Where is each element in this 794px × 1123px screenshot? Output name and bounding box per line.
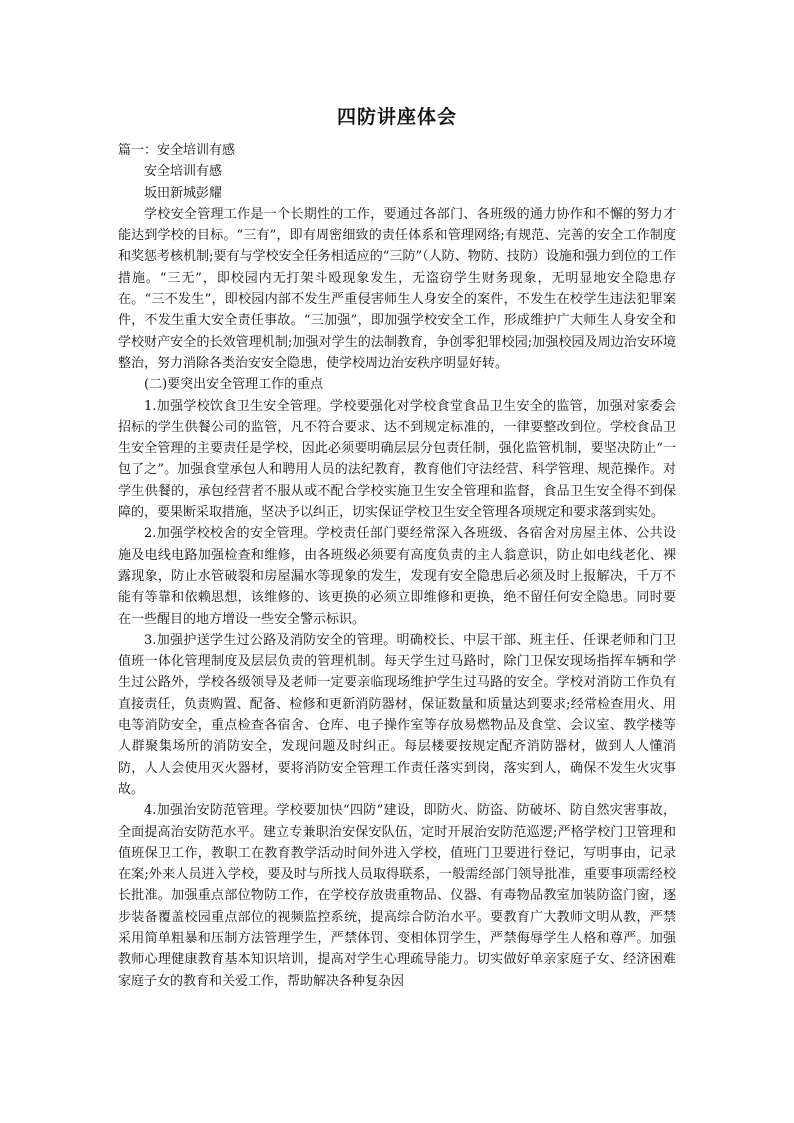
paragraph-traffic-fire-safety: 3.加强护送学生过公路及消防安全的管理。明确校长、中层干部、班主任、任课老师和门卫值班一体化管理制度及层层负责的管理机制。每天学生过马路时，除门卫保安现场指挥车辆和学生过公路外，学校各级领导及老师一定要亲临现场维护学生过马路的安全。学校对消防工作负有直接责任，负责购置、配备、检修和更新消防器材，保证数量和质量达到要求;经常检查用火、用电等消防安全，重点检查各宿舍、仓库、电子操作室等存放易燃物品及食堂、会议室、教学楼等人群聚集场所的消防安全，发现问题及时纠正。每层楼要按规定配齐消防器材，做到人人懂消防，人人会使用灭火器材，要将消防安全管理工作责任落实到岗，落实到人，确保不发生火灾事故。 <box>118 632 676 797</box>
paragraph-security-management: 4.加强治安防范管理。学校要加快“四防”建设，即防火、防盗、防破坏、防自然灾害事故，全面提高治安防范水平。建立专兼职治安保安队伍，定时开展治安防范巡逻;严格学校门卫管理和值班保卫工作，教职工在教育教学活动时间外进入学校，值班门卫要进行登记，写明事由，记录在案;外来人员进入学校，要及时与所找人员取得联系，一般需经部门领导批准，重要事项需经校长批准。加强重点部位物防工作，在学校存放贵重物品、仪器、有毒物品教室加装防盗门窗，逐步装备覆盖校园重点部位的视频监控系统，提高综合防治水平。要教育广大教师文明从教，严禁采用简单粗暴和压制方法管理学生，严禁体罚、变相体罚学生，严禁侮辱学生人格和尊严。加强教师心理健康教育基本知识培训，提高对学生心理疏导能力。切实做好单亲家庭子女、经济困难家庭子女的教育和关爱工作，帮助解决各种复杂因 <box>118 803 676 989</box>
paragraph-food-safety: 1.加强学校饮食卫生安全管理。学校要强化对学校食堂食品卫生安全的监管，加强对家委会招标的学生供餐公司的监管，凡不符合要求、达不到规定标准的，一律要整改到位。学校食品卫生安全管理的主要责任是学校，因此必须要明确层层分包责任制，强化监管机制，要坚决防止“一包了之”。加强食堂承包人和聘用人员的法纪教育，教育他们守法经营、科学管理、规范操作。对学生供餐的，承包经营者不服从或不配合学校实施卫生安全管理和监督，食品卫生安全得不到保障的，要果断采取措施，坚决予以纠正，切实保证学校卫生安全管理各项规定和要求落到实处。 <box>118 398 676 521</box>
paragraph-intro: 学校安全管理工作是一个长期性的工作，要通过各部门、各班级的通力协作和不懈的努力才能达到学校的目标。“三有”，即有周密细致的责任体系和管理网络;有规范、完善的安全工作制度和奖惩考核机制;要有与学校安全任务相适应的“三防”（人防、物防、技防）设施和强力到位的工作措施。“三无”，即校园内无打架斗殴现象发生，无盗窃学生财务现象，无明显地安全隐患存在。“三不发生”，即校园内部不发生严重侵害师生人身安全的案件，不发生在校学生违法犯罪案件，不发生重大安全责任事故。“三加强”，即加强学校安全工作，形成维护广大师生人身安全和学校财产安全的长效管理机制;加强对学生的法制教育，争创零犯罪校园;加强校园及周边治安环境整治，努力消除各类治安安全隐患，使学校周边治安秩序明显好转。 <box>118 206 676 371</box>
author-line: 坂田新城彭耀 <box>144 185 223 201</box>
document-title: 四防讲座体会 <box>336 106 457 128</box>
section-heading: 篇一：安全培训有感 <box>118 143 236 158</box>
subsection-heading: (二)要突出安全管理工作的重点 <box>144 377 324 393</box>
subtitle: 安全培训有感 <box>144 164 223 180</box>
document-body <box>118 140 676 992</box>
paragraph-building-safety: 2.加强学校校舍的安全管理。学校责任部门要经常深入各班级、各宿舍对房屋主体、公共设施及电线电路加强检查和维修，由各班级必须要有高度负责的主人翁意识，防止如电线老化、裸露现象，防止水管破裂和房屋漏水等现象的发生，发现有安全隐患后必须及时上报解决，千万不能有等靠和依赖思想，该维修的、该更换的必须立即维修和更换，绝不留任何安全隐患。同时要在一些醒目的地方增设一些安全警示标识。 <box>118 526 676 627</box>
